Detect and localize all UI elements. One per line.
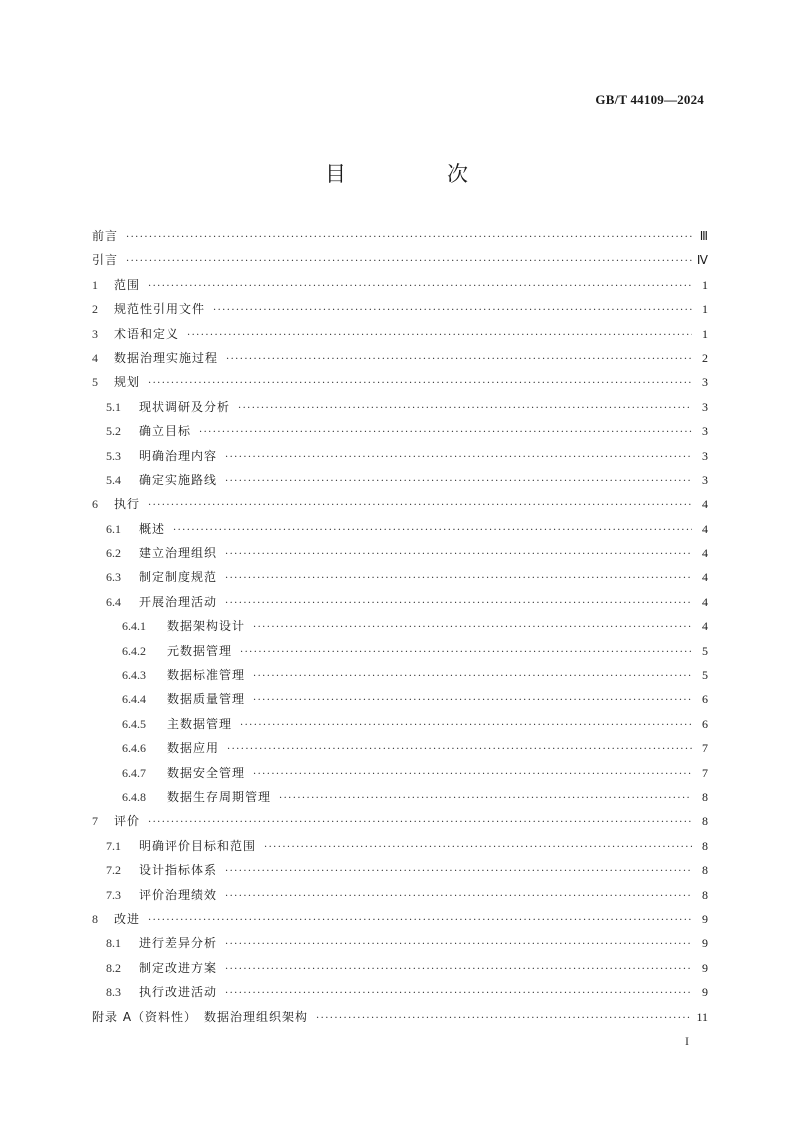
toc-entry-page: 9 [702,960,708,975]
toc-entry-page: 4 [702,521,708,536]
toc-entry-label: 规划 [114,375,141,390]
toc-entry-label: 引言 [92,253,119,268]
toc-entry-number: 6.1 [106,521,121,536]
toc-entry-label: 改进 [114,911,141,926]
toc-entry-number: 6.4.5 [122,716,146,731]
toc-entry-page: 3 [702,472,708,487]
toc-entry-label: 范围 [114,277,141,292]
toc-entry[interactable] [92,322,708,346]
toc-entry-label: 评价 [114,814,141,829]
toc-entry-label: 执行改进活动 [139,985,218,1000]
toc-dot-leader [240,641,692,665]
toc-entry-label: 确定实施路线 [139,472,218,487]
toc-dot-leader [264,836,692,860]
toc-entry[interactable] [92,419,708,443]
toc-entry-number: 8.3 [106,985,121,1000]
toc-dot-leader [225,982,692,1006]
toc-entry[interactable] [92,1005,708,1029]
toc-entry-number: 5.2 [106,424,121,439]
toc-dot-leader [173,519,692,543]
toc-entry-label: 制定改进方案 [139,960,218,975]
toc-entry-page: 4 [702,619,708,634]
toc-dot-leader [253,616,692,640]
toc-entry-label: 设计指标体系 [139,863,218,878]
toc-dot-leader [238,397,692,421]
toc-entry-number: 3 [92,326,98,341]
toc-dot-leader [253,689,692,713]
toc-dot-leader [227,738,692,762]
toc-entry-label: 明确评价目标和范围 [139,838,257,853]
toc-entry-number: 8.2 [106,960,121,975]
toc-entry-number: 6.4.7 [122,765,146,780]
toc-entry[interactable] [92,590,708,614]
toc-dot-leader [226,348,692,372]
toc-dot-leader [213,299,692,323]
toc-entry-number: 8 [92,911,98,926]
toc-entry-number: 6 [92,497,98,512]
toc-dot-leader [316,1007,692,1031]
toc-entry-page: 1 [702,326,708,341]
toc-dot-leader [187,324,692,348]
toc-entry[interactable] [92,565,708,589]
toc-entry-number: 7.2 [106,863,121,878]
toc-dot-leader [253,763,692,787]
toc-entry[interactable] [92,736,708,760]
table-of-contents [92,224,708,1029]
toc-entry-label: 数据架构设计 [167,619,246,634]
toc-dot-leader [225,567,692,591]
toc-dot-leader [148,275,692,299]
toc-entry-number: 5.4 [106,472,121,487]
toc-dot-leader [148,372,692,396]
toc-dot-leader [253,665,692,689]
toc-entry-page: 8 [702,838,708,853]
toc-entry-label: 前言 [92,229,119,243]
toc-dot-leader [225,860,692,884]
toc-entry-label: 元数据管理 [167,643,233,658]
toc-dot-leader [225,592,692,616]
toc-entry-label: 主数据管理 [167,716,233,731]
toc-entry[interactable] [92,809,708,833]
toc-entry-page: Ⅳ [696,253,708,268]
toc-dot-leader [148,909,692,933]
toc-entry[interactable] [92,346,708,370]
toc-entry[interactable] [92,712,708,736]
toc-entry-label: 确立目标 [139,424,192,439]
toc-entry-page: 5 [702,643,708,658]
toc-entry-page: 1 [702,302,708,317]
toc-entry[interactable] [92,273,708,297]
toc-entry[interactable] [92,858,708,882]
footer-page-number: I [685,1034,689,1048]
toc-entry-label: 评价治理绩效 [139,887,218,902]
toc-entry-page: 1 [702,277,708,292]
toc-entry[interactable] [92,248,708,272]
toc-dot-leader [225,543,692,567]
toc-entry-page: 4 [702,497,708,512]
toc-entry-page: 6 [702,716,708,731]
toc-dot-leader [126,226,692,250]
toc-entry-label: 数据治理实施过程 [114,350,219,365]
toc-entry-label: 术语和定义 [114,326,180,341]
toc-entry[interactable] [92,444,708,468]
toc-entry[interactable] [92,883,708,907]
toc-entry[interactable] [92,687,708,711]
toc-entry-page: 9 [702,985,708,1000]
toc-entry-label: 开展治理活动 [139,594,218,609]
toc-dot-leader [225,958,692,982]
toc-entry-page: 7 [702,741,708,756]
toc-entry-page: 8 [702,887,708,902]
toc-entry-page: Ⅲ [699,229,708,243]
toc-entry-number: 7 [92,814,98,829]
toc-entry[interactable] [92,395,708,419]
toc-entry-label: 数据标准管理 [167,668,246,683]
toc-entry-number: 6.4.8 [122,789,146,804]
standard-code: GB/T 44109—2024 [595,92,704,107]
toc-entry[interactable] [92,370,708,394]
toc-entry-page: 9 [702,936,708,951]
toc-entry-number: 6.4.2 [122,643,146,658]
toc-entry[interactable] [92,785,708,809]
toc-entry-number: 1 [92,277,98,292]
toc-entry-number: 6.2 [106,546,121,561]
toc-entry[interactable] [92,541,708,565]
toc-entry-number: 7.1 [106,838,121,853]
toc-entry[interactable] [92,639,708,663]
toc-entry-label: 明确治理内容 [139,448,218,463]
toc-entry-page: 5 [702,668,708,683]
toc-entry-page: 4 [702,594,708,609]
toc-dot-leader [240,714,692,738]
toc-entry-label: 数据安全管理 [167,765,246,780]
toc-dot-leader [148,494,692,518]
toc-entry-number: 6.4.3 [122,668,146,683]
toc-entry-label: 概述 [139,521,166,536]
toc-entry-label: 建立治理组织 [139,546,218,561]
toc-entry-number: 5.3 [106,448,121,463]
toc-entry-page: 8 [702,789,708,804]
toc-entry-number: 2 [92,302,98,317]
toc-entry-number: 6.4 [106,594,121,609]
toc-entry-number: 5 [92,375,98,390]
toc-entry[interactable] [92,834,708,858]
toc-entry-label: 数据生存周期管理 [167,789,272,804]
toc-entry-page: 3 [702,399,708,414]
toc-dot-leader [225,470,692,494]
toc-entry-number: 5.1 [106,399,121,414]
toc-entry-label: 附录 A（资料性） 数据治理组织架构 [92,1009,309,1024]
toc-entry[interactable] [92,468,708,492]
toc-entry[interactable] [92,224,708,248]
toc-entry[interactable] [92,663,708,687]
toc-dot-leader [148,811,692,835]
toc-entry[interactable] [92,517,708,541]
toc-dot-leader [225,446,692,470]
toc-entry-number: 4 [92,350,98,365]
toc-entry-page: 7 [702,765,708,780]
toc-entry-page: 3 [702,375,708,390]
toc-entry-page: 4 [702,570,708,585]
toc-entry-page: 11 [696,1009,708,1024]
toc-entry-page: 3 [702,424,708,439]
toc-entry[interactable] [92,761,708,785]
toc-dot-leader [199,421,692,445]
toc-entry-number: 6.4.6 [122,741,146,756]
toc-entry-label: 现状调研及分析 [139,399,231,414]
toc-entry[interactable] [92,907,708,931]
toc-entry[interactable] [92,297,708,321]
toc-entry-label: 制定制度规范 [139,570,218,585]
toc-dot-leader [126,250,692,274]
toc-entry-page: 8 [702,814,708,829]
toc-entry-label: 数据应用 [167,741,220,756]
toc-entry[interactable] [92,931,708,955]
toc-entry-page: 3 [702,448,708,463]
toc-entry-label: 进行差异分析 [139,936,218,951]
toc-dot-leader [225,933,692,957]
toc-entry-label: 执行 [114,497,141,512]
toc-entry[interactable] [92,956,708,980]
toc-entry-label: 数据质量管理 [167,692,246,707]
toc-entry[interactable] [92,980,708,1004]
toc-entry-page: 6 [702,692,708,707]
toc-entry-number: 7.3 [106,887,121,902]
toc-entry-number: 6.3 [106,570,121,585]
toc-dot-leader [225,885,692,909]
toc-entry[interactable] [92,614,708,638]
page-title: 目 次 [325,162,508,186]
toc-entry-page: 2 [702,350,708,365]
toc-entry-number: 6.4.4 [122,692,146,707]
toc-entry-page: 8 [702,863,708,878]
toc-dot-leader [279,787,692,811]
toc-entry-label: 规范性引用文件 [114,302,206,317]
toc-entry-page: 9 [702,911,708,926]
toc-entry-page: 4 [702,546,708,561]
toc-entry-number: 8.1 [106,936,121,951]
toc-entry-number: 6.4.1 [122,619,146,634]
toc-entry[interactable] [92,492,708,516]
